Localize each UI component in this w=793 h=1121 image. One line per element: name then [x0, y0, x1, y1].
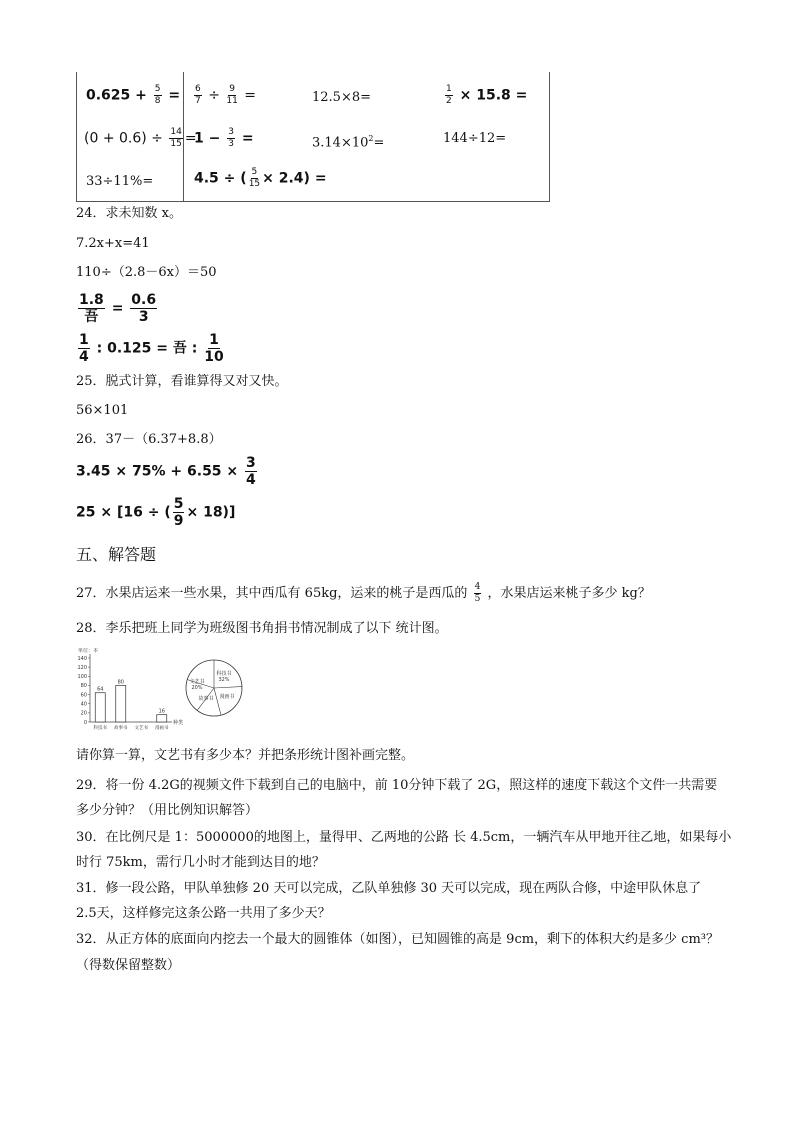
q24-equation-1: 7.2x+x=41 [76, 236, 150, 251]
q31-line-1: 31．修一段公路，甲队单独修 20 天可以完成，乙队单独修 30 天可以完成，现在两队合修，中途甲队休息了 [76, 881, 702, 896]
bar-chart [77, 648, 183, 731]
bar-chart-category-label: 文艺书 [134, 726, 148, 731]
q25-title: 25．脱式计算，看谁算得又对又快。 [76, 374, 288, 389]
bar-chart-ytick-label: 0 [83, 719, 87, 726]
table-right-border [549, 72, 550, 202]
table-cell-r2c1: (0 + 0.6) ÷ $\frac{14}{15}$ = [84, 127, 197, 149]
bar-chart-xlabel: 种类 [173, 720, 184, 726]
bar-chart-bar [95, 693, 105, 722]
bar-chart-ytick-label: 80 [80, 683, 87, 690]
pie-chart-slice-value: 32% [218, 677, 230, 683]
table-cell-r2c3: $3.14\times 10^2=$ [312, 134, 385, 151]
table-cell-r3c1: 33÷11%= [86, 174, 154, 189]
q26-expression-1: 26．37－（6.37+8.8） [76, 432, 222, 447]
q32-line-2: （得数保留整数） [76, 958, 181, 973]
q29-line-1: 29．将一份 4.2G的视频文件下载到自己的电脑中，前 10分钟下载了 2G，照这样的速度下载这个文件一共需要 [76, 778, 718, 793]
q26-expression-2: 3.45 × 75% + 6.55 × $\frac{3}{4}$ [76, 455, 256, 488]
table-cell-r1c4: $\frac{1}{2}$ × 15.8 = [446, 84, 528, 106]
section-title: 五、解答题 [76, 545, 157, 564]
bar-chart-ytick-label: 60 [80, 692, 87, 699]
q32-line-1: 32．从正方体的底面向内挖去一个最大的圆锥体（如图），已知圆锥的高是 9cm，剩下的体积大约是多少 cm³？ [76, 932, 720, 947]
bar-chart-value-label: 80 [117, 679, 124, 686]
bar-chart-category-label: 漫画书 [155, 726, 169, 731]
q31-line-2: 2.5天，这样修完这条公路一共用了多少天？ [76, 906, 331, 921]
pie-chart-slice-label: 故事书 [198, 696, 214, 702]
table-cell-r3c2: 4.5 ÷ ( $\frac{5}{15}$ × 2.4) = [194, 167, 327, 189]
pie-chart-slice-value: 20% [191, 685, 203, 691]
bar-chart-ytick-label: 120 [77, 664, 87, 671]
pie-chart [186, 660, 242, 716]
q24-equation-2: 110÷（2.8－6x）＝50 [76, 265, 217, 280]
q27-text: 27．水果店运来一些水果，其中西瓜有 65kg，运来的桃子是西瓜的 $\frac{4}{5}$ ，水果店运来桃子多少 kg？ [76, 582, 651, 604]
q26-expression-3: 25 × [16 ÷ ( $\frac{5}{9}$ × 18)] [76, 496, 236, 529]
q24-title: 24．求未知数 x。 [76, 206, 183, 221]
pie-chart-slice-label: 科技书 [216, 671, 232, 677]
table-cell-r2c2: 1 − $\frac{3}{3}$ = [194, 127, 254, 149]
bar-chart-ylabel: 单位：本 [78, 648, 99, 654]
table-cell-r1c2: $\frac{6}{7}$ ÷ $\frac{9}{11}$ = [195, 84, 257, 106]
pie-chart-slice-label: 文艺书 [189, 679, 205, 685]
pie-chart-slice-label: 漫画书 [219, 694, 235, 700]
q24-equation-3: $\frac{1.8}{\text{吾}}$ = $\frac{0.6}{3}$ [79, 292, 157, 325]
table-cell-r2c4: 144÷12= [443, 131, 507, 146]
q24-equation-4: $\frac{1}{4}$ : 0.125 = 吾 : $\frac{1}{10}$ [79, 332, 224, 365]
q25-expression: 56×101 [76, 403, 129, 418]
table-cell-r1c1: 0.625 + $\frac{5}{8}$ = [86, 84, 181, 106]
bar-chart-bar [157, 715, 167, 722]
bar-chart-category-label: 科技书 [93, 726, 107, 731]
statistics-charts [70, 648, 270, 738]
bar-chart-category-label: 故事书 [114, 726, 128, 731]
bar-chart-bar [116, 685, 126, 722]
q30-line-2: 时行 75km，需行几小时才能到达目的地？ [76, 855, 325, 870]
bar-chart-value-label: 16 [158, 708, 165, 715]
q29-line-2: 多少分钟？（用比例知识解答） [76, 803, 259, 818]
table-bottom-border [76, 201, 550, 202]
bar-chart-ytick-label: 20 [80, 710, 87, 717]
bar-chart-ytick-label: 140 [77, 655, 87, 662]
table-cell-r1c3: 12.5×8= [312, 90, 372, 105]
bar-chart-ytick-label: 40 [80, 701, 87, 708]
q28-instruction: 请你算一算，文艺书有多少本？并把条形统计图补画完整。 [76, 748, 415, 763]
q30-line-1: 30．在比例尺是 1：5000000的地图上，量得甲、乙两地的公路 长 4.5cm，一辆汽车从甲地开往乙地，如果每小 [76, 830, 732, 845]
bar-chart-ytick-label: 100 [77, 674, 87, 681]
bar-chart-value-label: 64 [97, 686, 104, 693]
q28-text: 28．李乐把班上同学为班级图书角捐书情况制成了以下 统计图。 [76, 621, 448, 636]
table-left-border [76, 72, 77, 202]
